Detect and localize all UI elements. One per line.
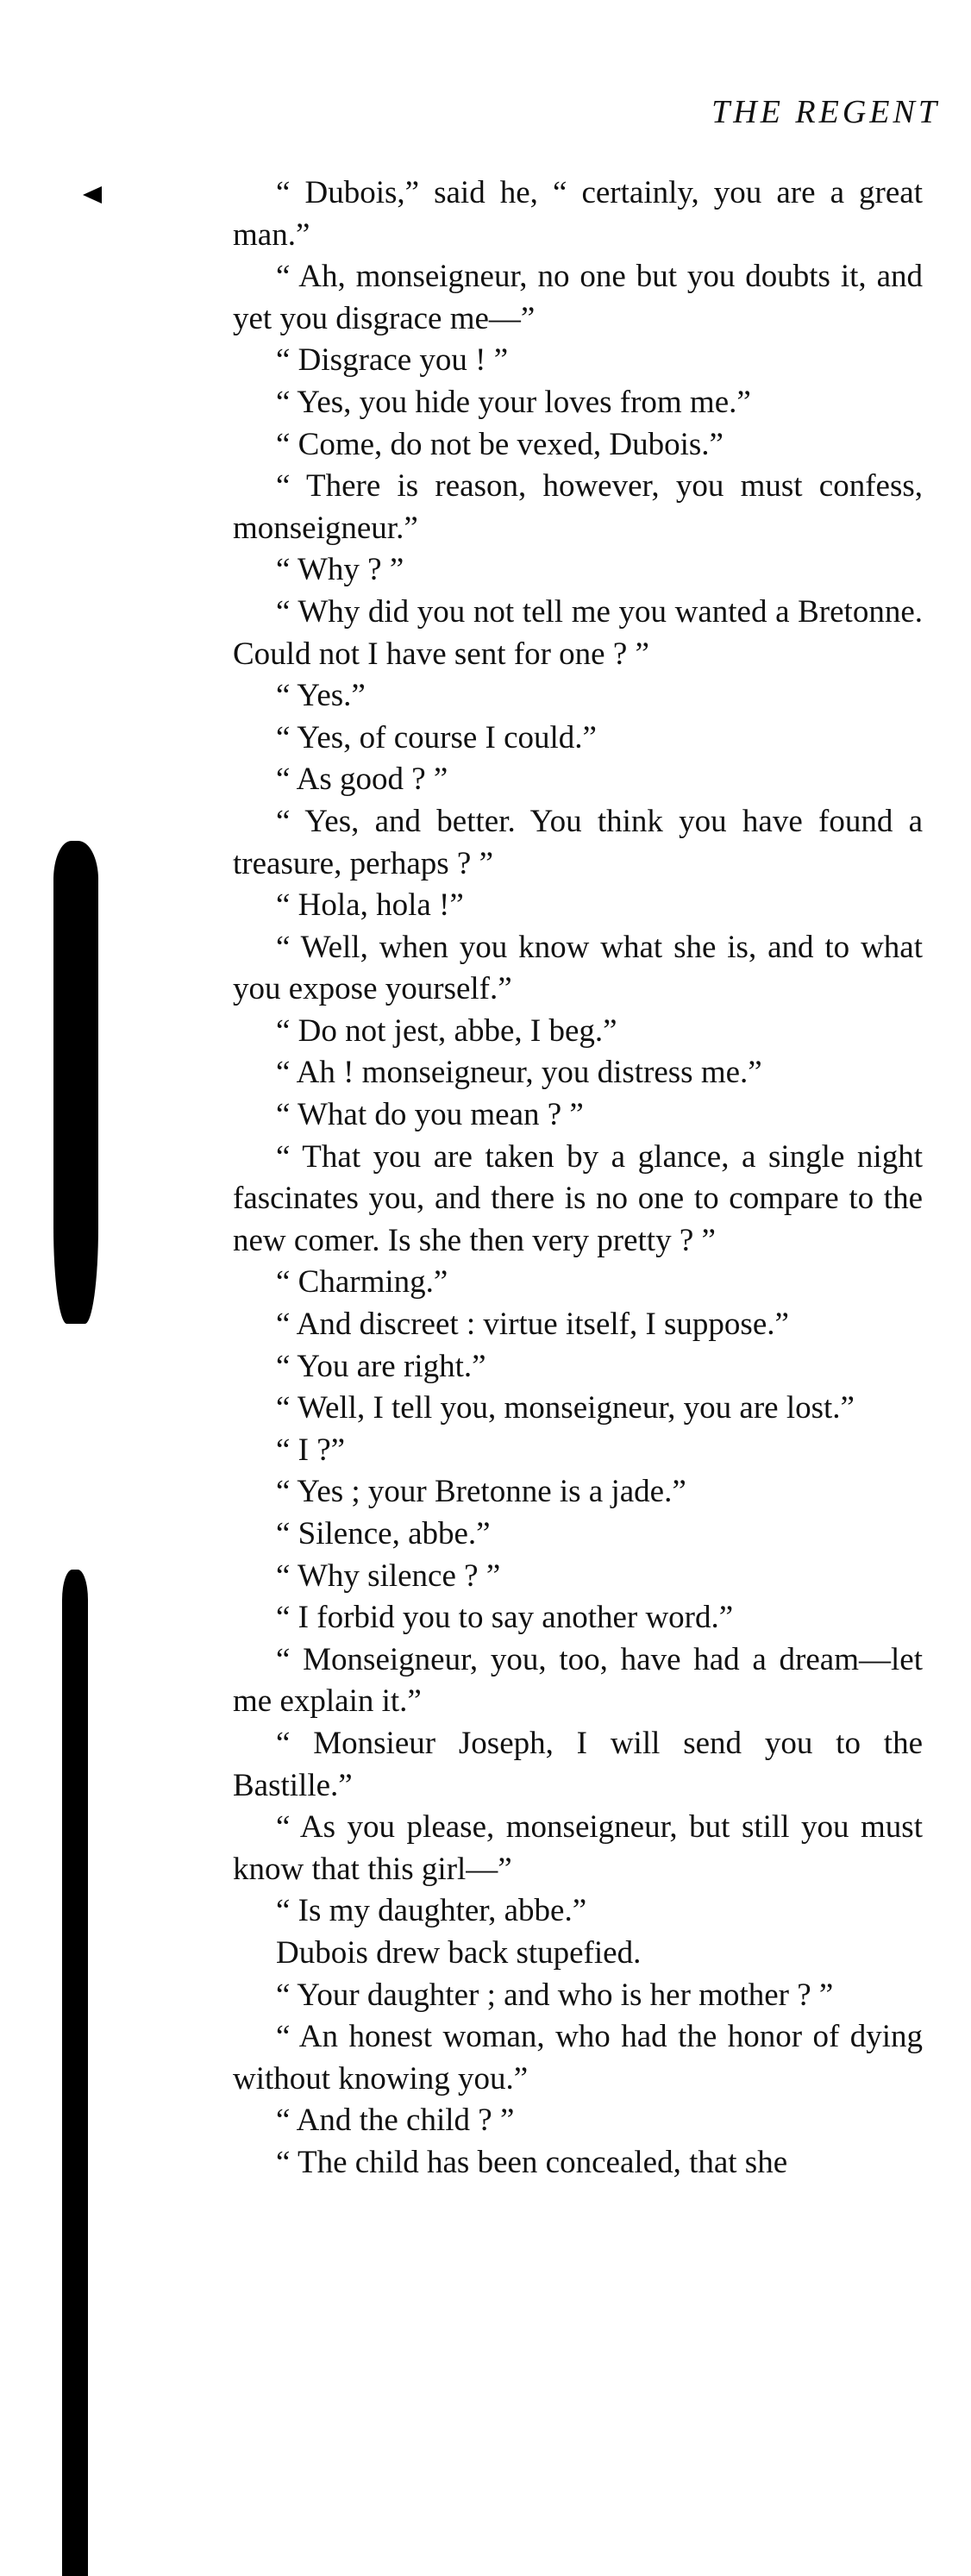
paragraph: “ Monsieur Joseph, I will send you to the Bastille.” xyxy=(233,1725,923,1803)
margin-blot-lower xyxy=(62,1570,88,2576)
paragraph: “ Yes, you hide your loves from me.” xyxy=(276,384,751,420)
paragraph: “ Charming.” xyxy=(276,1264,448,1301)
paragraph: “ Well, I tell you, monseigneur, you are lost.” xyxy=(276,1390,855,1426)
paragraph: Dubois drew back stupefied. xyxy=(276,1934,642,1971)
paragraph: “ And the child ? ” xyxy=(276,2103,515,2139)
paragraph: “ Disgrace you ! ” xyxy=(276,342,509,379)
margin-mark-arrow xyxy=(83,186,102,204)
paragraph: “ I ?” xyxy=(276,1432,346,1468)
paragraph: “ Hola, hola !” xyxy=(276,887,464,924)
paragraph: “ There is reason, however, you must confess, monseigneur.” xyxy=(233,468,923,546)
margin-blot-upper xyxy=(53,841,98,1324)
paragraph: “ Well, when you know what she is, and to what you expose yourself.” xyxy=(233,929,923,1007)
paragraph: “ Why ? ” xyxy=(276,552,404,588)
paragraph: “ An honest woman, who had the honor of dying without knowing you.” xyxy=(233,2019,923,2097)
paragraph: “ Come, do not be vexed, Dubois.” xyxy=(276,426,724,462)
paragraph: “ Is my daughter, abbe.” xyxy=(276,1893,587,1929)
paragraph: “ As good ? ” xyxy=(276,762,448,798)
paragraph: “ Why silence ? ” xyxy=(276,1558,501,1594)
paragraph: “ Ah ! monseigneur, you distress me.” xyxy=(276,1055,762,1091)
paragraph: “ You are right.” xyxy=(276,1348,486,1384)
paragraph: “ Yes, of course I could.” xyxy=(276,719,597,755)
paragraph: “ I forbid you to say another word.” xyxy=(276,1600,734,1636)
paragraph: “ Yes, and better. You think you have found a treasure, perhaps ? ” xyxy=(233,803,923,881)
paragraph: “ Why did you not tell me you wanted a Bretonne. Could not I have sent for one ? ” xyxy=(233,593,923,672)
paragraph: “ Ah, monseigneur, no one but you doubts it, and yet you disgrace me—” xyxy=(233,259,923,336)
paragraph: “ Monseigneur, you, too, have had a dream—let me explain it.” xyxy=(233,1641,923,1720)
paragraph: “ And discreet : virtue itself, I suppose.” xyxy=(276,1307,789,1343)
paragraph: “ Yes ; your Bretonne is a jade.” xyxy=(276,1474,686,1510)
running-header: THE REGENT xyxy=(711,94,940,130)
paragraph: “ That you are taken by a glance, a single night fascinates you, and there is no one to compare to the new comer. Is she then very pretty ? ” xyxy=(233,1138,923,1258)
body-text xyxy=(233,172,923,2184)
paragraph: “ As you please, monseigneur, but still you must know that this girl—” xyxy=(233,1809,923,1887)
paragraph: “ Do not jest, abbe, I beg.” xyxy=(276,1012,617,1049)
paragraph: “ The child has been concealed, that she xyxy=(276,2144,788,2180)
paragraph: “ Silence, abbe.” xyxy=(276,1516,491,1551)
paragraph: “ Dubois,” said he, “ certainly, you are a great man.” xyxy=(233,175,923,253)
paragraph: “ What do you mean ? ” xyxy=(276,1097,584,1133)
paragraph: “ Yes.” xyxy=(276,678,366,714)
paragraph: “ Your daughter ; and who is her mother ? ” xyxy=(276,1977,834,2013)
